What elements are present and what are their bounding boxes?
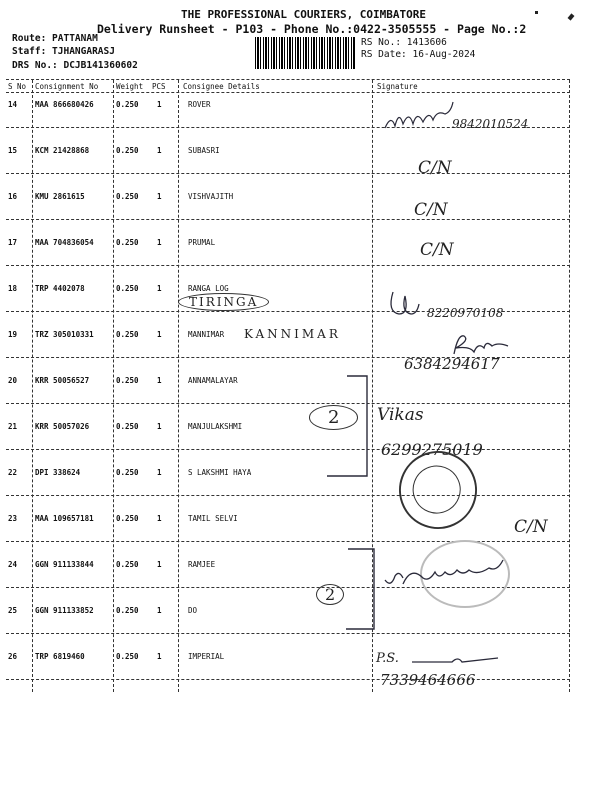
- column-divider: [113, 80, 114, 692]
- row-pcs: 1: [157, 330, 162, 339]
- row-consignment-no: KRR 50057026: [35, 422, 90, 431]
- row-divider: [6, 403, 570, 404]
- row-weight: 0.250: [116, 514, 139, 523]
- row-divider: [6, 449, 570, 450]
- row-consignee: VISHVAJITH: [188, 192, 234, 201]
- row-divider: [6, 679, 570, 680]
- row-divider: [6, 173, 570, 174]
- row-pcs: 1: [157, 422, 162, 431]
- row-pcs: 1: [157, 284, 162, 293]
- row-consignee: ANNAMALAYAR: [188, 376, 238, 385]
- header-rule: [6, 92, 570, 93]
- signature-14: [383, 98, 463, 138]
- row-consignment-no: MAA 704836054: [35, 238, 94, 247]
- column-divider: [178, 80, 179, 692]
- handwritten-kannimar: KANNIMAR: [244, 327, 341, 341]
- row-weight: 0.250: [116, 468, 139, 477]
- column-header: Weight: [116, 82, 144, 91]
- handwritten-phone: 9842010524: [452, 117, 529, 131]
- row-consignee: RANGA LOG: [188, 284, 229, 293]
- handwritten-ps: P.S.: [376, 651, 399, 666]
- row-consignment-no: MAA 109657181: [35, 514, 94, 523]
- row-pcs: 1: [157, 606, 162, 615]
- runsheet-subtitle: Delivery Runsheet - P103 - Phone No.:0422-3505555 - Page No.:2: [97, 22, 527, 36]
- column-header: Signature: [377, 82, 418, 91]
- row-sno: 17: [8, 238, 18, 247]
- row-consignment-no: DPI 338624: [35, 468, 81, 477]
- row-sno: 26: [8, 652, 18, 661]
- row-sno: 21: [8, 422, 18, 431]
- row-consignee: TAMIL SELVI: [188, 514, 238, 523]
- row-weight: 0.250: [116, 422, 139, 431]
- bracket-mark: [342, 545, 382, 635]
- row-consignment-no: TRP 6819460: [35, 652, 85, 661]
- handwritten-cn: C/N: [420, 240, 454, 260]
- row-sno: 20: [8, 376, 18, 385]
- row-sno: 18: [8, 284, 18, 293]
- handwritten-phone: 7339464666: [380, 671, 476, 689]
- row-pcs: 1: [157, 652, 162, 661]
- row-divider: [6, 541, 570, 542]
- row-weight: 0.250: [116, 192, 139, 201]
- row-pcs: 1: [157, 146, 162, 155]
- row-consignment-no: TRZ 305010331: [35, 330, 94, 339]
- row-consignment-no: KRR 50056527: [35, 376, 90, 385]
- row-sno: 14: [8, 100, 18, 109]
- row-weight: 0.250: [116, 606, 139, 615]
- row-consignment-no: KMU 2861615: [35, 192, 85, 201]
- row-sno: 16: [8, 192, 18, 201]
- handwritten-cn: C/N: [514, 517, 548, 537]
- handwritten-cn: C/N: [418, 158, 452, 178]
- row-pcs: 1: [157, 514, 162, 523]
- row-weight: 0.250: [116, 376, 139, 385]
- circled-two: 2: [316, 584, 344, 605]
- handwritten-phone: 6384294617: [404, 355, 500, 373]
- scan-speck: [535, 11, 538, 14]
- row-divider: [6, 219, 570, 220]
- row-pcs: 1: [157, 560, 162, 569]
- handwritten-vikas: Vikas: [377, 405, 424, 425]
- row-pcs: 1: [157, 192, 162, 201]
- row-divider: [6, 495, 570, 496]
- row-sno: 15: [8, 146, 18, 155]
- handwritten-phone: 6299275019: [381, 440, 483, 459]
- rs-date: RS Date: 16-Aug-2024: [361, 49, 476, 60]
- row-weight: 0.250: [116, 284, 139, 293]
- row-consignee: DO: [188, 606, 198, 615]
- row-pcs: 1: [157, 238, 162, 247]
- row-consignment-no: TRP 4402078: [35, 284, 85, 293]
- route-label: Route: PATTANAM: [12, 33, 98, 44]
- row-consignee: ROVER: [188, 100, 211, 109]
- row-weight: 0.250: [116, 146, 139, 155]
- row-consignee: MANJULAKSHMI: [188, 422, 243, 431]
- row-consignee: MANNIMAR: [188, 330, 225, 339]
- row-weight: 0.250: [116, 100, 139, 109]
- circled-two: 2: [309, 405, 358, 430]
- column-header: Consignee Details: [183, 82, 260, 91]
- column-header: S No: [8, 82, 27, 91]
- row-consignment-no: GGN 911133852: [35, 606, 94, 615]
- row-consignment-no: KCM 21428868: [35, 146, 90, 155]
- row-consignment-no: GGN 911133844: [35, 560, 94, 569]
- row-pcs: 1: [157, 468, 162, 477]
- drs-label: DRS No.: DCJB141360602: [12, 60, 138, 71]
- table-top-rule: [6, 79, 570, 80]
- row-sno: 22: [8, 468, 18, 477]
- row-consignee: PRUMAL: [188, 238, 216, 247]
- signature-24: [383, 566, 523, 596]
- staff-label: Staff: TJHANGARASJ: [12, 46, 115, 57]
- handwritten-cn: C/N: [414, 200, 448, 220]
- rs-number: RS No.: 1413606: [361, 37, 447, 48]
- row-consignment-no: MAA 866680426: [35, 100, 94, 109]
- row-sno: 25: [8, 606, 18, 615]
- row-pcs: 1: [157, 376, 162, 385]
- row-sno: 23: [8, 514, 18, 523]
- row-weight: 0.250: [116, 560, 139, 569]
- column-header: PCS: [152, 82, 166, 91]
- company-title: THE PROFESSIONAL COURIERS, COIMBATORE: [181, 8, 427, 21]
- row-consignee: IMPERIAL: [188, 652, 225, 661]
- column-divider: [569, 80, 570, 692]
- row-sno: 24: [8, 560, 18, 569]
- signature-18: [385, 288, 421, 324]
- row-pcs: 1: [157, 100, 162, 109]
- row-weight: 0.250: [116, 330, 139, 339]
- scan-speck: [568, 13, 575, 20]
- barcode: [255, 37, 355, 69]
- column-header: Consignment No: [35, 82, 99, 91]
- handwritten-tiringa: TIRINGA: [178, 293, 269, 311]
- column-divider: [32, 80, 33, 692]
- row-consignee: S LAKSHMI HAYA: [188, 468, 252, 477]
- row-divider: [6, 265, 570, 266]
- row-sno: 19: [8, 330, 18, 339]
- row-weight: 0.250: [116, 238, 139, 247]
- row-consignee: SUBASRI: [188, 146, 220, 155]
- row-divider: [6, 633, 570, 634]
- row-consignee: RAMJEE: [188, 560, 216, 569]
- handwritten-phone: 8220970108: [427, 306, 504, 320]
- row-weight: 0.250: [116, 652, 139, 661]
- signature-26: [410, 654, 500, 670]
- signature-19: [450, 330, 520, 358]
